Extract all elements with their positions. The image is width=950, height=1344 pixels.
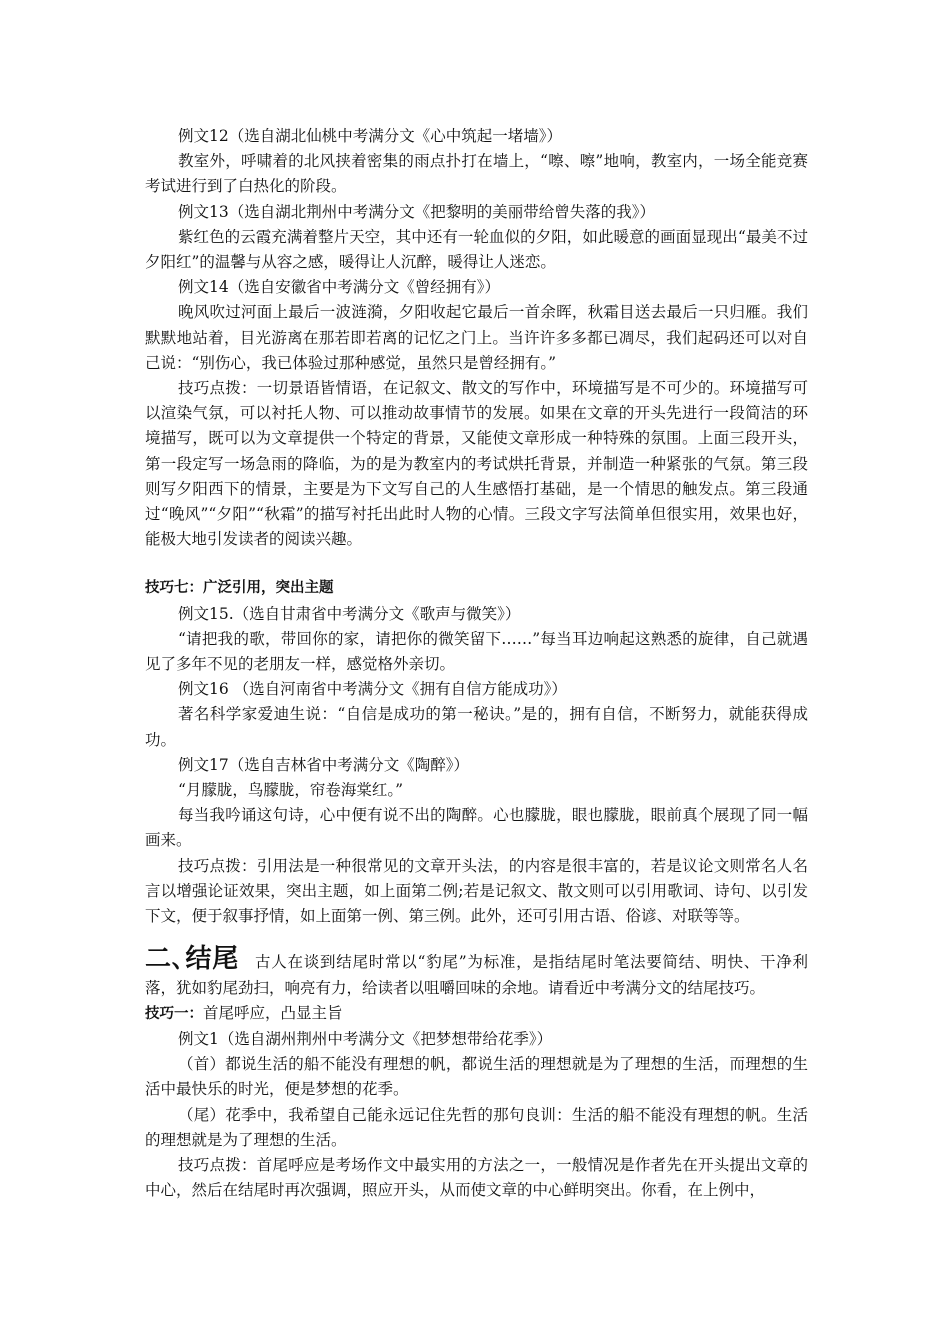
example-17-text: 每当我吟诵这句诗，心中便有说不出的陶醉。心也朦胧，眼也朦胧，眼前真个展现了同一幅画来。 [145,806,808,850]
ending-section [145,944,808,1000]
example-14-text: 晚风吹过河面上最后一波涟漪，夕阳收起它最后一首余晖，秋霜目送去最后一只归雁。我们默默地站着，目光游离在那若即若离的记忆之门上。当许许多多都已凋尽，我们起码还可以对自己说：“别伤心，我已体验过那种感觉，虽然只是曾经拥有。” [145,303,808,372]
example-13-text: 紫红色的云霞充满着整片天空，其中还有一轮血似的夕阳，如此暖意的画面显现出“最美不过夕阳红”的温馨与从容之感，暖得让人沉醉，暖得让人迷恋。 [145,227,808,272]
example-15-title: 例文15.（选自甘肃省中考满分文《歌声与微笑》） [178,604,521,623]
example-13-title: 例文13（选自湖北荆州中考满分文《把黎明的美丽带给曾失落的我》） [178,202,655,221]
tip-paragraph-1: 技巧点拨：一切景语皆情语，在记叙文、散文的写作中，环境描写是不可少的。环境描写可以渲染气氛，可以衬托人物、可以推动故事情节的发展。如果在文章的开头先进行一段简洁的环境描写，既可以为文章提供一个特定的背景，又能使文章形成一种特殊的氛围。上面三段开头，第一段定写一场急雨的降临，为的是为教室内的考试烘托背景，并制造一种紧张的气氛。第三段则写夕阳西下的情景，主要是为下文写自己的人生感悟打基础，是一个情思的触发点。第三段通过“晚风”“夕阳”“秋霜”的描写衬托出此时人物的心情。三段文字写法简单但很实用，效果也好，能极大地引发读者的阅读兴趣。 [145,379,808,549]
example-16-title: 例文16 （选自河南省中考满分文《拥有自信方能成功》） [178,680,567,699]
section-title-ending: 二､结尾 [145,944,240,975]
example-1-tail: （尾）花季中，我希望自己能永远记住先哲的那句良训：生活的船不能没有理想的帆。生活的理想就是为了理想的生活。 [145,1105,808,1149]
example-12-text: 教室外，呼啸着的北风挟着密集的雨点扑打在墙上，“嚓、嚓”地响，教室内，一场全能竞赛考试进行到了白热化的阶段。 [145,152,808,196]
example-1-title: 例文1（选自湖州荆州中考满分文《把梦想带给花季》） [178,1029,553,1048]
example-14-title: 例文14（选自安徽省中考满分文《曾经拥有》） [178,278,500,297]
example-17-quote: “月朦胧，鸟朦胧，帘卷海棠红。” [178,781,404,800]
technique-1-text: 首尾呼应，凸显主旨 [203,1003,343,1022]
technique-1-label: 技巧一： [145,1005,203,1022]
example-12-title: 例文12（选自湖北仙桃中考满分文《心中筑起一堵墙》） [178,127,562,145]
example-16-text: 著名科学家爱迪生说：“自信是成功的第一秘诀。”是的，拥有自信，不断努力，就能获得成功。 [145,705,808,749]
spacer [145,929,808,947]
spacer [145,552,808,576]
example-15-text: “请把我的歌，带回你的家，请把你的微笑留下……”每当耳边响起这熟悉的旋律，自己就遇见了多年不见的老朋友一样，感觉格外亲切。 [145,629,808,674]
technique-1-line [145,1001,808,1027]
tip-paragraph-3: 技巧点拨：首尾呼应是考场作文中最实用的方法之一，一般情况是作者先在开头提出文章的中心，然后在结尾时再次强调，照应开头，从而使文章的中心鲜明突出。你看，在上例中， [145,1155,808,1200]
technique-7-heading: 技巧七：广泛引用，突出主题 [145,580,334,597]
example-17-title: 例文17（选自吉林省中考满分文《陶醉》） [178,755,469,774]
example-1-head: （首）都说生活的船不能没有理想的帆，都说生活的理想就是为了理想的生活，而理想的生活中最快乐的时光，便是梦想的花季。 [145,1055,808,1099]
tip-paragraph-2: 技巧点拨：引用法是一种很常见的文章开头法，的内容是很丰富的，若是议论文则常名人名言以增强论证效果，突出主题，如上面第二例;若是记叙文、散文则可以引用歌词、诗句、以引发下文，便于叙事抒情，如上面第一例、第三例。此外，还可引用古语、俗谚、对联等等。 [145,856,808,926]
section-intro: 古人在谈到结尾时常以“豹尾”为标准，是指结尾时笔法要简结、明快、干净利落，犹如豹尾劲扫，响亮有力，给读者以咀嚼回味的余地。请看近中考满分文的结尾技巧。 [145,953,808,997]
